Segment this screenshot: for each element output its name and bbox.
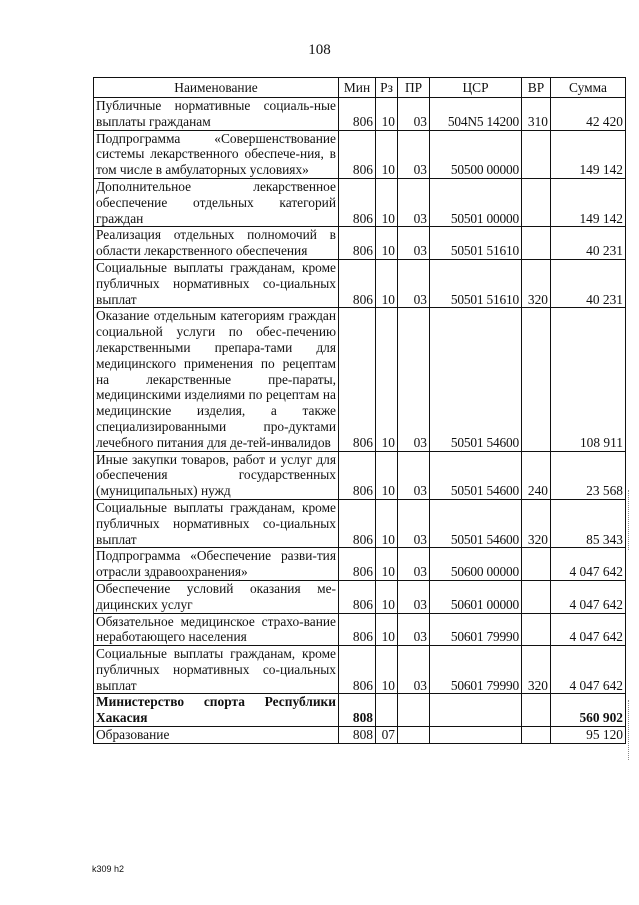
cell-name: Обеспечение условий оказания ме-дицинских услуг (94, 580, 339, 613)
scan-edge-mark (628, 700, 635, 760)
table-row (94, 499, 626, 547)
cell-vr (522, 694, 551, 727)
cell-name: Реализация отдельных полномочий в области лекарственного обеспечения (94, 227, 339, 260)
cell-vr: 320 (522, 259, 551, 307)
cell-sum: 42 420 (551, 98, 626, 131)
cell-vr (522, 130, 551, 178)
table-row (94, 694, 626, 727)
table-row (94, 451, 626, 499)
cell-sum: 149 142 (551, 130, 626, 178)
cell-name: Оказание отдельным категориям граждан социальной услуги по обес-печению лекарственными препара-тами для медицинского применения по рецептам на лекарственные пре-параты, медицинскими изделиями по рецептам на медицинские изделия, а также специализированными про-дуктами лечебного питания для де-тей-инвалидов (94, 308, 339, 451)
cell-vr (522, 308, 551, 451)
table-row (94, 130, 626, 178)
cell-pr: 03 (398, 227, 430, 260)
header-sum: Сумма (551, 78, 626, 98)
cell-csr: 50601 79990 (430, 613, 522, 646)
cell-pr: 03 (398, 451, 430, 499)
cell-pr: 03 (398, 646, 430, 694)
cell-min: 806 (339, 580, 376, 613)
table-row (94, 613, 626, 646)
cell-name: Социальные выплаты гражданам, кроме публичных нормативных со-циальных выплат (94, 259, 339, 307)
cell-vr: 320 (522, 499, 551, 547)
cell-csr: 50501 54600 (430, 308, 522, 451)
cell-rz: 10 (376, 451, 398, 499)
cell-pr: 03 (398, 499, 430, 547)
header-min: Мин (339, 78, 376, 98)
header-csr: ЦСР (430, 78, 522, 98)
cell-name: Обязательное медицинское страхо-вание неработающего населения (94, 613, 339, 646)
table-row (94, 308, 626, 451)
cell-rz: 10 (376, 548, 398, 581)
cell-pr: 03 (398, 548, 430, 581)
cell-min: 806 (339, 259, 376, 307)
cell-name: Министерство спорта Республики Хакасия (94, 694, 339, 727)
cell-name: Публичные нормативные социаль-ные выплаты гражданам (94, 98, 339, 131)
table-row (94, 548, 626, 581)
cell-rz: 10 (376, 580, 398, 613)
cell-name: Подпрограмма «Совершенствование системы лекарственного обеспече-ния, в том числе в амбулаторных условиях» (94, 130, 339, 178)
cell-pr: 03 (398, 98, 430, 131)
cell-min: 806 (339, 613, 376, 646)
cell-min: 808 (339, 727, 376, 744)
header-rz: Рз (376, 78, 398, 98)
cell-csr: 50501 51610 (430, 227, 522, 260)
cell-rz: 10 (376, 227, 398, 260)
cell-vr (522, 613, 551, 646)
cell-pr: 03 (398, 580, 430, 613)
page-number: 108 (308, 42, 331, 58)
cell-rz: 10 (376, 259, 398, 307)
cell-csr (430, 694, 522, 727)
footer-code: k309 h2 (92, 864, 125, 874)
table-row (94, 98, 626, 131)
cell-rz: 10 (376, 178, 398, 226)
table-row (94, 727, 626, 744)
cell-sum: 23 568 (551, 451, 626, 499)
cell-rz (376, 694, 398, 727)
cell-min: 806 (339, 98, 376, 131)
cell-sum: 40 231 (551, 259, 626, 307)
cell-vr (522, 178, 551, 226)
cell-name: Социальные выплаты гражданам, кроме публичных нормативных со-циальных выплат (94, 499, 339, 547)
budget-table (93, 77, 626, 744)
cell-sum: 149 142 (551, 178, 626, 226)
cell-sum: 85 343 (551, 499, 626, 547)
cell-csr: 50501 54600 (430, 499, 522, 547)
table-header-row (94, 78, 626, 98)
header-pr: ПР (398, 78, 430, 98)
cell-sum: 95 120 (551, 727, 626, 744)
cell-pr (398, 694, 430, 727)
cell-vr: 320 (522, 646, 551, 694)
cell-pr: 03 (398, 308, 430, 451)
cell-csr: 50501 51610 (430, 259, 522, 307)
cell-pr: 03 (398, 259, 430, 307)
cell-rz: 10 (376, 499, 398, 547)
cell-csr: 50601 79990 (430, 646, 522, 694)
cell-rz: 10 (376, 646, 398, 694)
cell-min: 806 (339, 130, 376, 178)
cell-min: 806 (339, 227, 376, 260)
table-row (94, 227, 626, 260)
cell-pr: 03 (398, 613, 430, 646)
cell-rz: 10 (376, 130, 398, 178)
cell-rz: 10 (376, 613, 398, 646)
cell-name: Иные закупки товаров, работ и услуг для обеспечения государственных (муниципальных) нужд (94, 451, 339, 499)
cell-min: 806 (339, 178, 376, 226)
cell-min: 806 (339, 499, 376, 547)
table-body (94, 98, 626, 744)
cell-sum: 560 902 (551, 694, 626, 727)
cell-rz: 10 (376, 308, 398, 451)
cell-csr: 504N5 14200 (430, 98, 522, 131)
cell-sum: 4 047 642 (551, 580, 626, 613)
cell-vr (522, 727, 551, 744)
cell-sum: 108 911 (551, 308, 626, 451)
table-row (94, 178, 626, 226)
cell-csr (430, 727, 522, 744)
cell-sum: 4 047 642 (551, 548, 626, 581)
cell-sum: 40 231 (551, 227, 626, 260)
cell-pr (398, 727, 430, 744)
cell-sum: 4 047 642 (551, 613, 626, 646)
header-name: Наименование (94, 78, 339, 98)
cell-pr: 03 (398, 178, 430, 226)
table-row (94, 259, 626, 307)
cell-vr (522, 580, 551, 613)
cell-pr: 03 (398, 130, 430, 178)
cell-min: 806 (339, 451, 376, 499)
cell-name: Социальные выплаты гражданам, кроме публичных нормативных со-циальных выплат (94, 646, 339, 694)
cell-min: 808 (339, 694, 376, 727)
cell-min: 806 (339, 308, 376, 451)
cell-csr: 50501 00000 (430, 178, 522, 226)
cell-csr: 50500 00000 (430, 130, 522, 178)
cell-min: 806 (339, 548, 376, 581)
cell-vr (522, 548, 551, 581)
cell-name: Подпрограмма «Обеспечение разви-тия отрасли здравоохранения» (94, 548, 339, 581)
cell-csr: 50600 00000 (430, 548, 522, 581)
cell-rz: 10 (376, 98, 398, 131)
cell-csr: 50601 00000 (430, 580, 522, 613)
cell-vr: 240 (522, 451, 551, 499)
cell-vr: 310 (522, 98, 551, 131)
scan-edge-mark (628, 490, 635, 550)
cell-name: Образование (94, 727, 339, 744)
cell-min: 806 (339, 646, 376, 694)
cell-vr (522, 227, 551, 260)
cell-name: Дополнительное лекарственное обеспечение отдельных категорий граждан (94, 178, 339, 226)
table-row (94, 580, 626, 613)
cell-sum: 4 047 642 (551, 646, 626, 694)
header-vr: ВР (522, 78, 551, 98)
cell-csr: 50501 54600 (430, 451, 522, 499)
cell-rz: 07 (376, 727, 398, 744)
table-row (94, 646, 626, 694)
